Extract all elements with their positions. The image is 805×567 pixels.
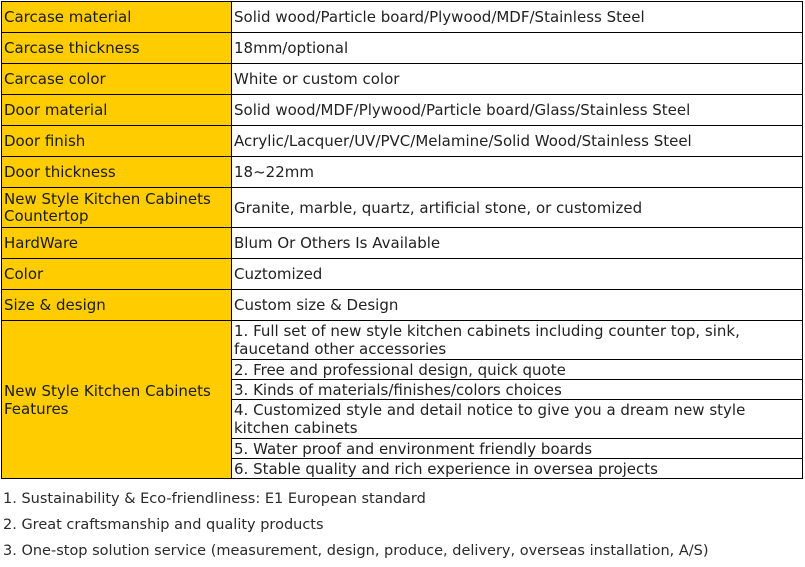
spec-label: Size & design (2, 290, 232, 321)
feature-item: 4. Customized style and detail notice to give you a dream new style kitchen cabinets (232, 400, 802, 439)
spec-label: Carcase thickness (2, 33, 232, 64)
spec-row-features (2, 321, 803, 479)
spec-value: Cuztomized (232, 259, 803, 290)
spec-table (1, 1, 803, 479)
spec-row-door-material (2, 95, 803, 126)
feature-item: 1. Full set of new style kitchen cabinets including counter top, sink, faucetand other accessories (232, 321, 802, 360)
note-item: 3. One-stop solution service (measurement, design, produce, delivery, overseas installation, A/S) (3, 543, 709, 559)
spec-label: Carcase color (2, 64, 232, 95)
spec-row-color (2, 259, 803, 290)
spec-value: White or custom color (232, 64, 803, 95)
spec-row-door-thickness (2, 157, 803, 188)
features-list (232, 321, 802, 478)
note-item: 1. Sustainability & Eco-friendliness: E1 European standard (3, 491, 426, 507)
feature-item: 6. Stable quality and rich experience in oversea projects (234, 459, 658, 478)
features-label: New Style Kitchen Cabinets Features (2, 321, 232, 479)
spec-row-size-design (2, 290, 803, 321)
spec-label: Door thickness (2, 157, 232, 188)
spec-row-hardware (2, 228, 803, 259)
feature-item: 3. Kinds of materials/finishes/colors choices (232, 380, 802, 400)
feature-item: 2. Free and professional design, quick quote (232, 360, 802, 380)
notes-list (3, 489, 709, 567)
note-item: 2. Great craftsmanship and quality products (3, 517, 324, 533)
spec-value: Custom size & Design (232, 290, 803, 321)
features-cell (232, 321, 803, 479)
spec-value: Solid wood/MDF/Plywood/Particle board/Glass/Stainless Steel (232, 95, 803, 126)
spec-row-carcase-color (2, 64, 803, 95)
spec-label: Door finish (2, 126, 232, 157)
spec-row-door-finish (2, 126, 803, 157)
spec-label: New Style Kitchen Cabinets Countertop (2, 188, 232, 228)
spec-value: Blum Or Others Is Available (232, 228, 803, 259)
spec-label: Carcase material (2, 2, 232, 33)
spec-label: HardWare (2, 228, 232, 259)
spec-row-carcase-thickness (2, 33, 803, 64)
spec-value: 18mm/optional (232, 33, 803, 64)
spec-value: Solid wood/Particle board/Plywood/MDF/Stainless Steel (232, 2, 803, 33)
spec-label: Door material (2, 95, 232, 126)
spec-label: Color (2, 259, 232, 290)
spec-value: 18~22mm (232, 157, 803, 188)
spec-row-countertop (2, 188, 803, 228)
spec-row-carcase-material (2, 2, 803, 33)
spec-value: Granite, marble, quartz, artificial stone, or customized (232, 188, 803, 228)
spec-value: Acrylic/Lacquer/UV/PVC/Melamine/Solid Wood/Stainless Steel (232, 126, 803, 157)
feature-item: 5. Water proof and environment friendly boards (232, 439, 802, 459)
